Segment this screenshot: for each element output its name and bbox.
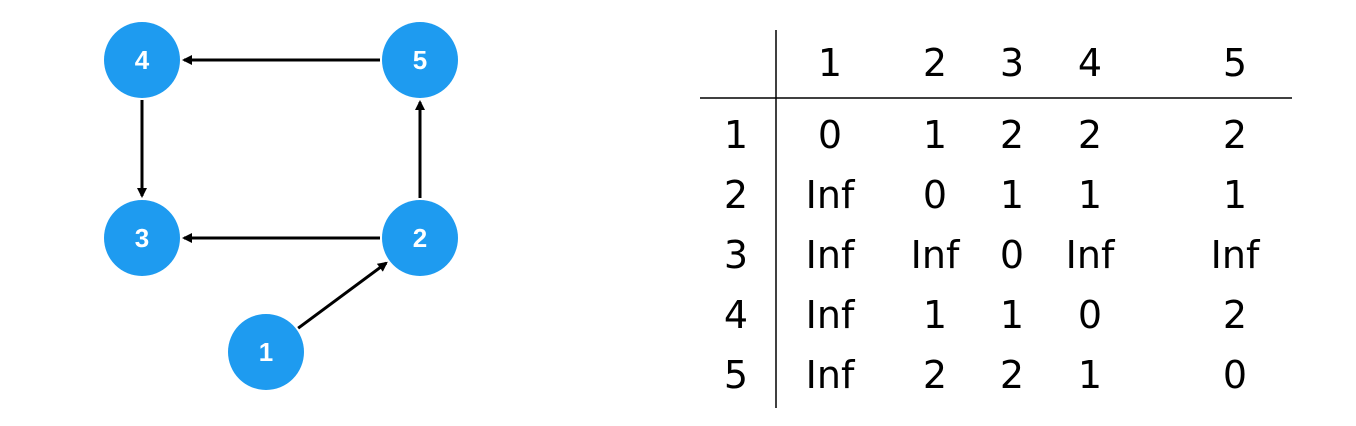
matrix-cell: 1 [1077, 353, 1103, 397]
matrix-cell: Inf [1065, 233, 1115, 277]
matrix-cell: 0 [999, 233, 1025, 277]
matrix-cell: 0 [1222, 353, 1248, 397]
row-header: 1 [723, 113, 749, 157]
matrix-cell: 2 [1077, 113, 1103, 157]
node-1 [228, 314, 304, 390]
matrix-cell: 1 [922, 293, 948, 337]
matrix-cell: Inf [805, 353, 855, 397]
matrix-cell: 2 [999, 113, 1025, 157]
row-header: 5 [723, 353, 749, 397]
matrix-cell: 1 [1222, 173, 1248, 217]
column-header: 1 [817, 41, 843, 85]
column-header: 5 [1222, 41, 1248, 85]
matrix-cell: Inf [1210, 233, 1260, 277]
matrix-cell: 0 [1077, 293, 1103, 337]
node-label: 2 [412, 223, 428, 253]
matrix-cell: Inf [805, 293, 855, 337]
edges-layer [142, 60, 420, 328]
matrix-cell: 2 [999, 353, 1025, 397]
row-header: 4 [723, 293, 749, 337]
matrix-cell: Inf [805, 233, 855, 277]
node-3 [104, 200, 180, 276]
node-2 [382, 200, 458, 276]
column-header: 2 [922, 41, 948, 85]
graph-diagram [0, 0, 600, 426]
matrix-cell: 0 [817, 113, 843, 157]
matrix-cell: 0 [922, 173, 948, 217]
node-label: 3 [134, 223, 150, 253]
matrix-cell: 1 [922, 113, 948, 157]
matrix-cell: 2 [1222, 113, 1248, 157]
edge-1-to-2 [298, 263, 386, 328]
node-label: 1 [258, 337, 274, 367]
node-4 [104, 22, 180, 98]
row-header: 2 [723, 173, 749, 217]
matrix-cell: 2 [922, 353, 948, 397]
matrix-cell: Inf [910, 233, 960, 277]
matrix-cell: 1 [999, 173, 1025, 217]
matrix-cell: 1 [1077, 173, 1103, 217]
row-header: 3 [723, 233, 749, 277]
node-label: 4 [134, 45, 150, 75]
matrix-cell: 2 [1222, 293, 1248, 337]
node-label: 5 [412, 45, 428, 75]
matrix-cell: 1 [999, 293, 1025, 337]
nodes-layer [104, 22, 458, 390]
column-header: 4 [1077, 41, 1103, 85]
matrix-cell: Inf [805, 173, 855, 217]
distance-matrix [700, 30, 1300, 420]
column-header: 3 [999, 41, 1025, 85]
node-5 [382, 22, 458, 98]
